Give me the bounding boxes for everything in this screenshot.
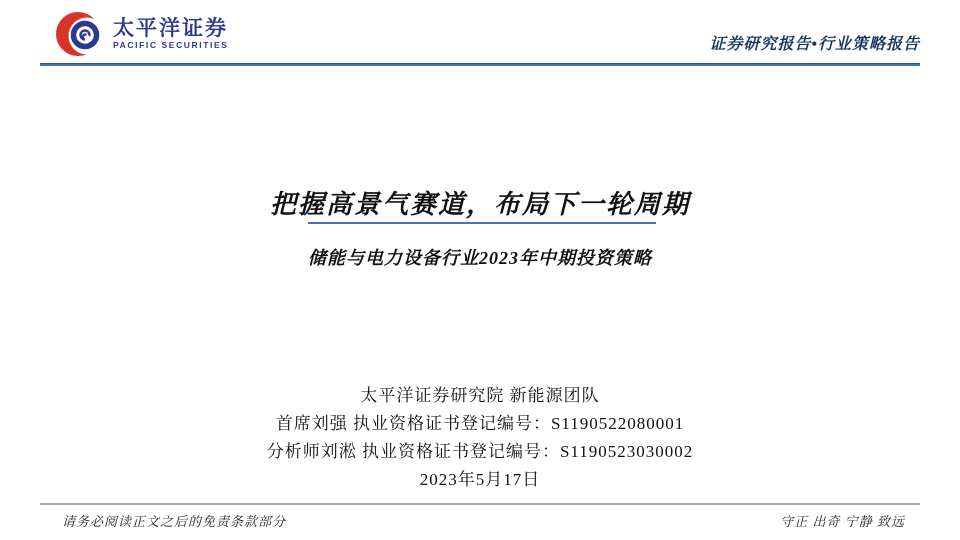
logo-en-name: PACIFIC SECURITIES <box>113 40 229 50</box>
pacific-securities-logo-icon <box>55 10 107 58</box>
report-date: 2023年5月17日 <box>419 470 541 489</box>
page-header <box>55 8 920 60</box>
logo-text <box>113 18 229 50</box>
logo-cn-name: 太平洋证券 <box>113 17 228 40</box>
header-divider <box>40 63 920 66</box>
team-name: 太平洋证券研究院 新能源团队 <box>360 386 600 405</box>
report-type-label: 证券研究报告•行业策略报告 <box>709 36 920 53</box>
analyst-line-2: 分析师刘淞 执业资格证书登记编号：S1190523030002 <box>266 442 694 461</box>
company-motto: 守正 出奇 宁静 致远 <box>780 514 905 529</box>
pacific-securities-logo <box>55 10 229 58</box>
author-info-block <box>0 382 960 494</box>
disclaimer-note: 请务必阅读正文之后的免责条款部分 <box>62 514 287 529</box>
analyst-line-1: 首席刘强 执业资格证书登记编号：S1190522080001 <box>275 414 685 433</box>
footer-divider <box>40 503 920 505</box>
title-underline <box>308 222 656 224</box>
report-title: 把握高景气赛道，布局下一轮周期 <box>269 190 690 219</box>
report-subtitle: 储能与电力设备行业2023年中期投资策略 <box>308 248 652 268</box>
